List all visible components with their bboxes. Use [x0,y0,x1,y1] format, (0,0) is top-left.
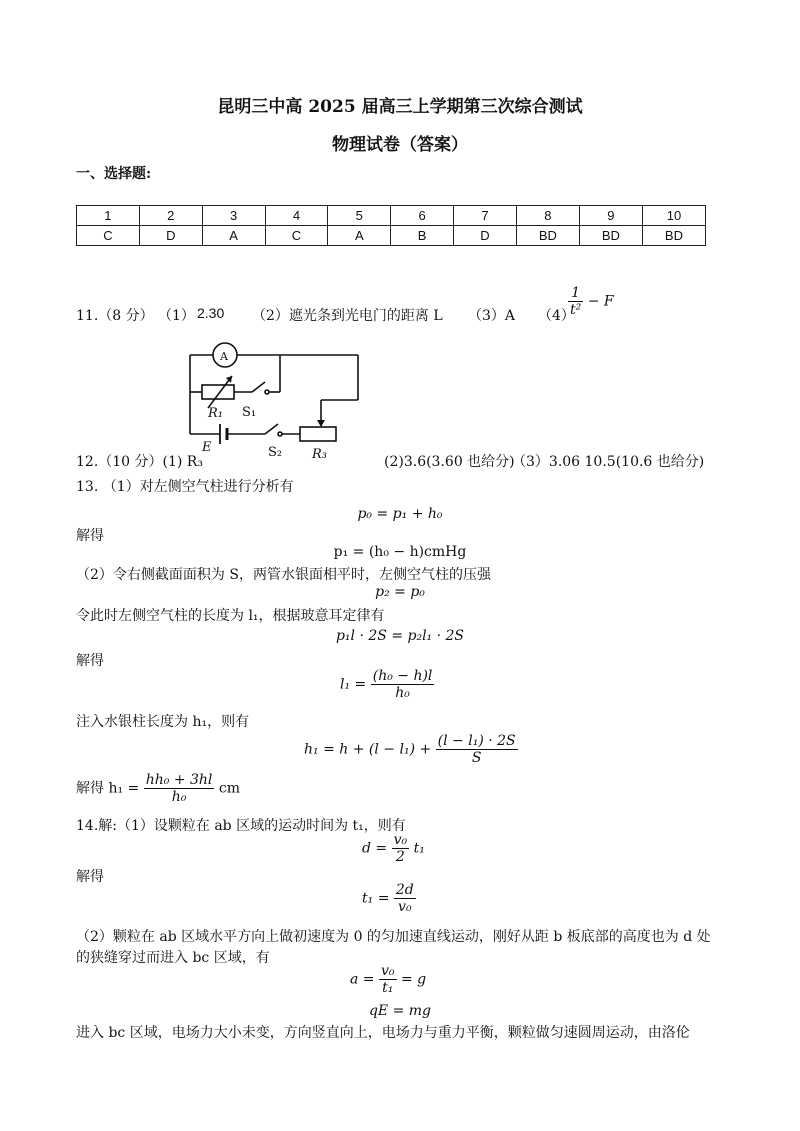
page-title: 昆明三中高 2025 届高三上学期第三次综合测试 [217,97,583,117]
eq-lhs: t₁ = [362,890,390,907]
table-cell: 4 [265,206,328,226]
table-cell: 6 [391,206,454,226]
r1-label: R₁ [208,406,223,421]
q13-eq1: p₀ = p₁ + h₀ [357,506,443,522]
table-cell: 5 [328,206,391,226]
table-cell: D [454,226,517,246]
q14-eq1 [362,832,425,865]
table-cell: 10 [642,206,705,226]
q11-label: 11.（8 分） [76,308,154,324]
fraction-denominator: h₀ [371,684,435,701]
q13-solve2: 解得 [76,653,104,669]
fraction-numerator: hh₀ + 3hl [145,772,213,788]
fraction [144,772,215,805]
q12-part3: （3）3.06 10.5(10.6 也给分) [512,454,705,470]
q12-part2: (2)3.6(3.60 也给分) [384,454,515,470]
table-cell: BD [579,226,642,246]
s2-label: S₂ [268,445,283,460]
table-cell: A [328,226,391,246]
r3-label: R₃ [312,447,327,462]
table-cell: A [202,226,265,246]
unit: cm [218,780,240,797]
table-cell: 8 [516,206,579,226]
ammeter-label: A [220,350,228,363]
q11-part1-value: 2.30 [197,305,225,321]
answer-table [76,205,706,246]
circuit-diagram [180,340,370,465]
fraction-numerator: v₀ [393,832,408,848]
q11-part3: （3）A [468,308,516,324]
q13-intro: 13. （1）对左侧空气柱进行分析有 [76,479,294,495]
table-cell: C [77,226,140,246]
q13-text4: 注入水银柱长度为 h₁，则有 [76,714,250,730]
table-cell: 2 [139,206,202,226]
table-cell: C [265,226,328,246]
fraction-denominator: 2 [392,848,410,865]
eq-lhs: d = [362,840,388,857]
fraction-numerator: v₀ [380,963,395,979]
table-row-answers [77,226,706,246]
q11-fraction [568,285,614,318]
q13-eq7 [76,772,240,805]
q14-part2-line2: 的狭缝穿过而进入 bc 区域，有 [76,950,270,966]
q11-part4: （4） [538,308,575,324]
fraction-denominator: t² [570,302,582,318]
table-cell: 3 [202,206,265,226]
q14-eq4: qE = mg [368,1003,432,1019]
q11-part4-tail: − F [587,293,614,310]
eq-lhs: 解得 h₁ = [76,780,140,797]
table-cell: 7 [454,206,517,226]
eq-lhs: h₁ = h + (l − l₁) + [304,741,432,758]
fraction-numerator: 2d [395,882,414,898]
fraction-numerator: (l − l₁) · 2S [437,733,516,749]
table-row-numbers [77,206,706,226]
q14-eq3 [350,963,426,996]
rheostat-r1-icon [202,385,234,399]
table-cell: 1 [77,206,140,226]
fraction-denominator: v₀ [394,898,416,915]
table-cell: B [391,226,454,246]
s1-label: S₁ [242,405,257,420]
q13-eq4: p₁l · 2S = p₂l₁ · 2S [335,628,465,644]
fraction-denominator: h₀ [144,788,215,805]
section-heading-choice: 一、选择题: [76,166,152,182]
fraction [379,963,397,996]
fraction-numerator: (h₀ − h)l [372,668,433,684]
q14-solve1: 解得 [76,869,104,885]
eq-tail: = g [400,971,427,988]
q11-part2: （2）遮光条到光电门的距离 L [252,308,443,324]
table-cell: D [139,226,202,246]
eq-lhs: l₁ = [340,676,367,693]
q12-part1: 12.（10 分）(1) R₃ [76,454,203,470]
q14-last-line: 进入 bc 区域，电场力大小未变，方向竖直向上，电场力与重力平衡，颗粒做匀速圆周运动，由洛伦 [76,1025,690,1041]
e-label: E [202,440,212,455]
rheostat-r3-icon [300,427,336,441]
slider-arrow-icon [317,420,325,427]
q13-eq2: p₁ = (h₀ − h)cmHg [333,544,467,560]
table-cell: BD [642,226,705,246]
fraction-denominator: S [436,749,518,766]
q13-solve1: 解得 [76,528,104,544]
q14-intro: 14.解:（1）设颗粒在 ab 区域的运动时间为 t₁，则有 [76,818,406,834]
fraction [436,733,518,766]
q13-eq3: p₂ = p₀ [375,584,425,600]
table-cell: BD [516,226,579,246]
q13-eq5 [340,668,434,701]
q13-part2: （2）令右侧截面面积为 S，两管水银面相平时，左侧空气柱的压强 [76,567,491,583]
fraction-denominator: t₁ [379,979,397,996]
q13-text3: 令此时左侧空气柱的长度为 l₁，根据玻意耳定律有 [76,608,385,624]
eq-lhs: a = [350,971,375,988]
fraction [394,882,416,915]
fraction [371,668,435,701]
q14-eq2 [362,882,416,915]
q13-eq6 [304,733,518,766]
eq-tail: t₁ [413,840,425,857]
fraction [568,285,583,318]
q11-part1: （1） [158,308,195,324]
table-cell: 9 [579,206,642,226]
page-subtitle: 物理试卷（答案） [332,135,468,155]
fraction-numerator: 1 [571,285,581,301]
q14-part2-line1: （2）颗粒在 ab 区域水平方向上做初速度为 0 的匀加速直线运动，刚好从距 b 板底部的高度也为 d 处 [76,929,711,945]
fraction [392,832,410,865]
